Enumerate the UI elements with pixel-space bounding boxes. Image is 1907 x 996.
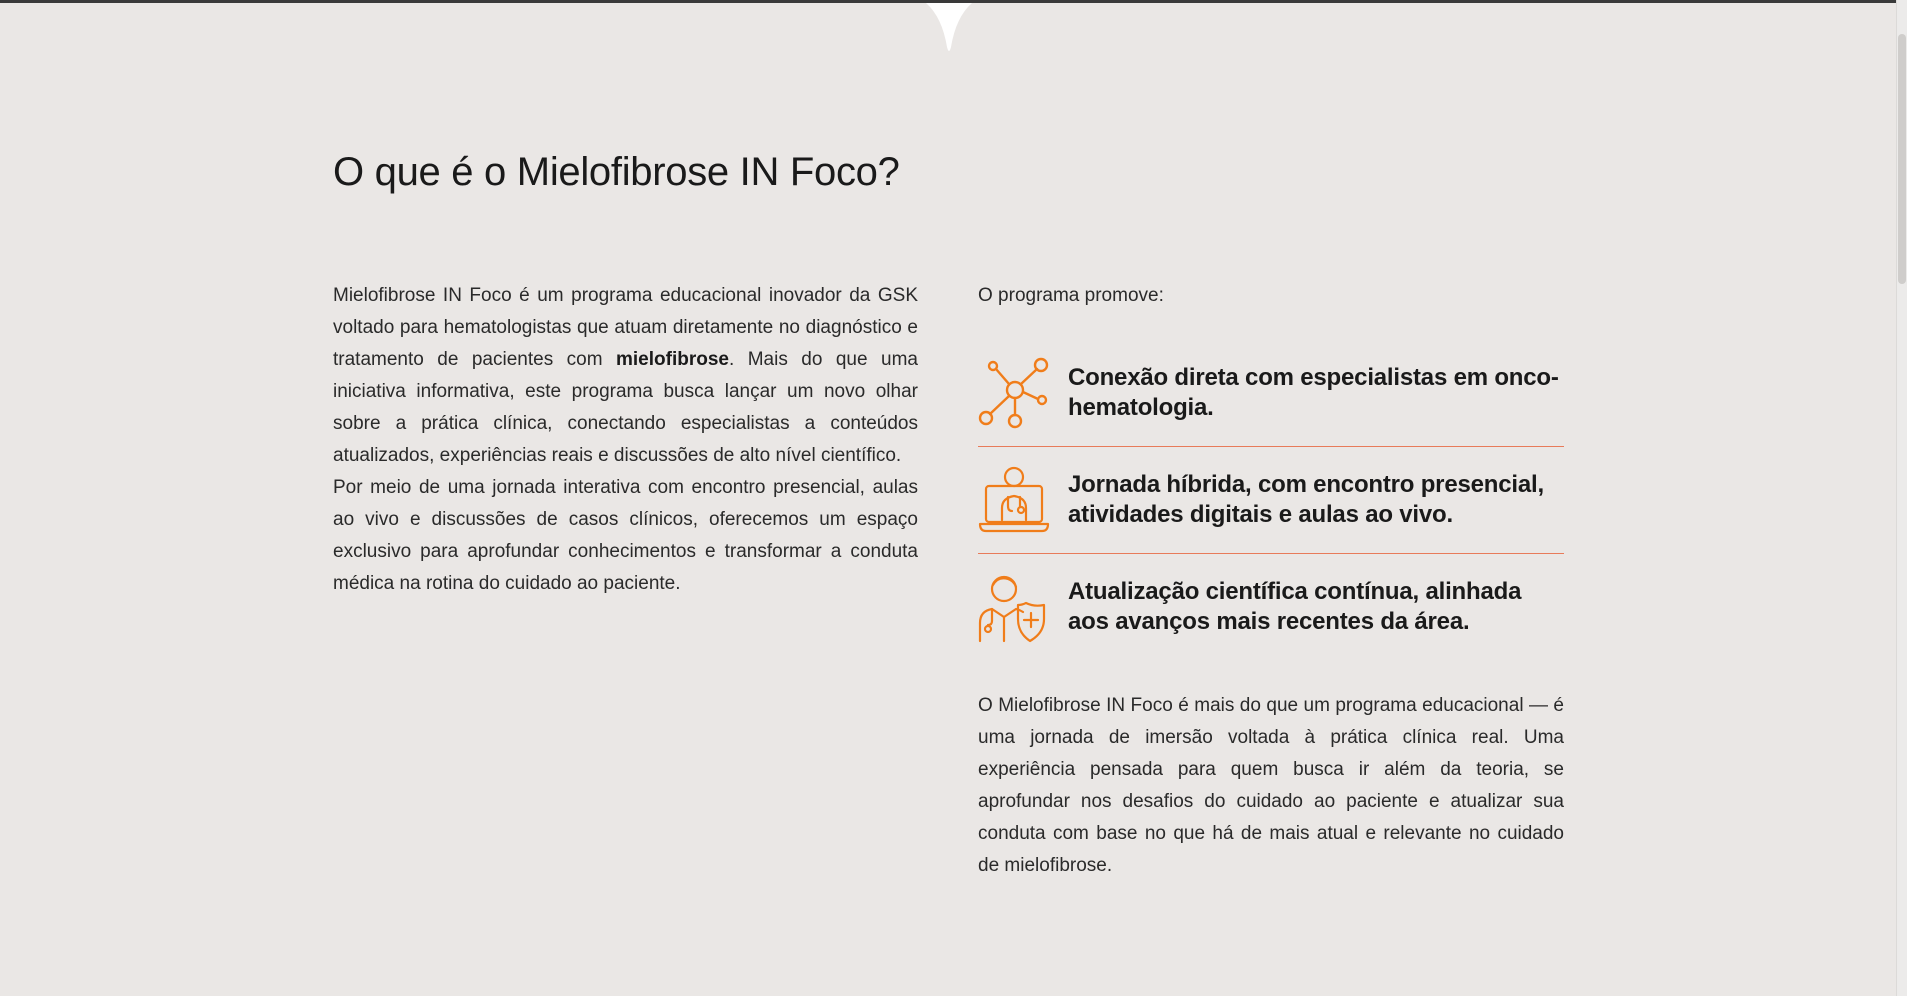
doctor-shield-icon xyxy=(978,571,1050,643)
feature-text: Atualização científica contínua, alinhada aos avanços mais recentes da área. xyxy=(1068,578,1522,635)
network-nodes-icon xyxy=(978,357,1050,429)
closing-paragraph: O Mielofibrose IN Foco é mais do que um programa educacional — é uma jornada de imersão voltada à prática clínica real. Uma experiência pensada para quem busca ir além da teoria, se aprofundar nos desafios do cuidado ao paciente e atualizar sua conduta com base no que há de mais atual e relevante no cuidado de mielofibrose. xyxy=(978,695,1564,876)
highlight-term: mielofibrose xyxy=(616,349,729,370)
program-column xyxy=(978,280,1564,882)
doctor-laptop-icon xyxy=(978,464,1050,536)
feature-item xyxy=(978,340,1564,447)
section-notch xyxy=(926,3,972,53)
vertical-scrollbar[interactable] xyxy=(1896,0,1907,996)
section-title: O que é o Mielofibrose IN Foco? xyxy=(333,150,900,194)
feature-item xyxy=(978,447,1564,554)
feature-list xyxy=(978,340,1564,660)
feature-text: Jornada híbrida, com encontro presencial, atividades digitais e aulas ao vivo. xyxy=(1068,471,1544,528)
feature-item xyxy=(978,554,1564,660)
intro-paragraph-1: Mielofibrose IN Foco é um programa educacional inovador da GSK voltado para hematologistas que atuam diretamente no diagnóstico e tratamento de pacientes com mielofibrose. Mais do que uma iniciativa informativa, este programa busca lançar um novo olhar sobre a prática clínica, conectando especialistas a conteúdos atualizados, experiências reais e discussões de alto nível científico. xyxy=(333,285,918,466)
program-intro: O programa promove: xyxy=(978,285,1164,306)
intro-column xyxy=(333,280,918,600)
scrollbar-thumb[interactable] xyxy=(1898,34,1906,284)
feature-text: Conexão direta com especialistas em onco-hematologia. xyxy=(1068,364,1559,421)
intro-paragraph-2: Por meio de uma jornada interativa com encontro presencial, aulas ao vivo e discussões de casos clínicos, oferecemos um espaço exclusivo para aprofundar conhecimentos e transformar a conduta médica na rotina do cuidado ao paciente. xyxy=(333,477,918,594)
